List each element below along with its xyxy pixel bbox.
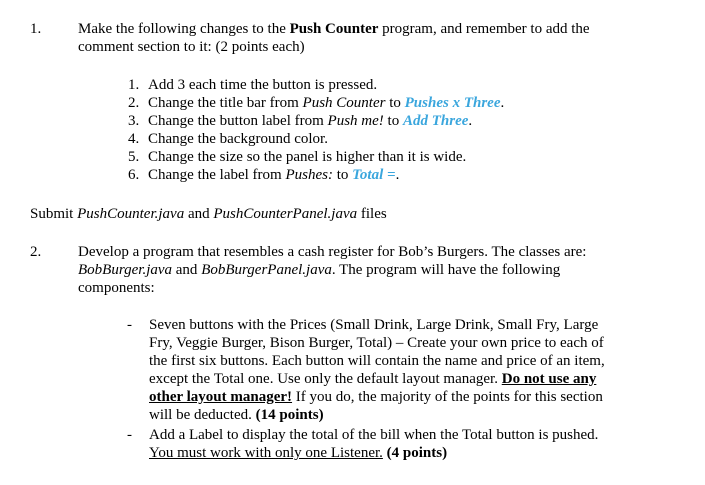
q1-intro-text-a: Make the following changes to the bbox=[78, 21, 290, 37]
bullet-1-warning-a: Do not use any bbox=[501, 371, 597, 387]
q1-item-3-text bbox=[148, 112, 472, 130]
q1-item-5-num: 5. bbox=[128, 149, 140, 165]
q1-item-5-text: Change the size so the panel is higher than it is wide. bbox=[148, 149, 467, 165]
q1-item-2-pre: Change the title bar from bbox=[148, 95, 303, 111]
q1-item-6-ital: Pushes: bbox=[285, 167, 333, 183]
bullet-1 bbox=[149, 316, 605, 424]
bullet-2 bbox=[149, 426, 598, 462]
submit-file-2: PushCounterPanel.java bbox=[213, 206, 358, 222]
q1-item-4-num: 4. bbox=[128, 131, 140, 147]
q1-intro-line1 bbox=[78, 20, 590, 38]
q1-item-1-text: Add 3 each time the button is pressed. bbox=[148, 77, 378, 93]
q1-item-4-text: Change the background color. bbox=[148, 131, 328, 147]
q1-item-3-post: . bbox=[468, 113, 473, 129]
q1-item-1 bbox=[128, 76, 378, 94]
q1-item-5 bbox=[128, 148, 467, 166]
q1-item-4 bbox=[128, 130, 328, 148]
q2-and: and bbox=[172, 262, 202, 278]
bullet-1-warning-b: other layout manager! bbox=[149, 389, 293, 405]
bullet-1-line2: Fry, Veggie Burger, Bison Burger, Total) – Create your own price to each of bbox=[149, 335, 604, 351]
q1-intro-line2: comment section to it: (2 points each) bbox=[78, 39, 305, 55]
q1-item-6-post: . bbox=[395, 167, 400, 183]
bullet-1-line5 bbox=[149, 388, 605, 406]
bullet-1-points: (14 points) bbox=[255, 407, 324, 423]
q1-item-2 bbox=[128, 94, 505, 112]
bullet-1-line1: Seven buttons with the Prices (Small Drink, Large Drink, Small Fry, Large bbox=[149, 317, 599, 333]
q1-item-2-ital: Push Counter bbox=[302, 95, 386, 111]
q2-number: 2. bbox=[30, 244, 42, 260]
bullet-2-listener-note: You must work with only one Listener. bbox=[149, 445, 383, 461]
q1-item-2-num: 2. bbox=[128, 95, 140, 111]
q1-item-2-blue: Pushes x Three bbox=[404, 95, 501, 111]
q1-item-3-mid: to bbox=[383, 113, 403, 129]
q1-item-1-num: 1. bbox=[128, 77, 140, 93]
q1-intro bbox=[78, 20, 590, 56]
q1-intro-text-b: program, and remember to add the bbox=[378, 21, 590, 37]
submit-pre: Submit bbox=[30, 206, 78, 222]
q2-intro-line1: Develop a program that resembles a cash register for Bob’s Burgers. The classes are: bbox=[78, 244, 587, 260]
bullet-2-line1: Add a Label to display the total of the bill when the Total button is pushed. bbox=[149, 427, 599, 443]
bullet-1-line6 bbox=[149, 406, 605, 424]
q1-program-name: Push Counter bbox=[289, 21, 379, 37]
bullet-1-line6-pre: will be deducted. bbox=[149, 407, 256, 423]
q1-item-3-pre: Change the button label from bbox=[148, 113, 328, 129]
q1-submit-line bbox=[30, 205, 387, 223]
q1-item-6-num: 6. bbox=[128, 167, 140, 183]
q1-item-3 bbox=[128, 112, 473, 130]
submit-file-1: PushCounter.java bbox=[77, 206, 185, 222]
q2-intro-line3: components: bbox=[78, 280, 155, 296]
q1-item-6 bbox=[128, 166, 400, 184]
q2-file-1: BobBurger.java bbox=[78, 262, 173, 278]
q1-item-3-num: 3. bbox=[128, 113, 140, 129]
q2-intro-line2 bbox=[78, 261, 586, 279]
q1-item-2-post: . bbox=[500, 95, 505, 111]
submit-and: and bbox=[184, 206, 214, 222]
q1-item-3-blue: Add Three bbox=[402, 113, 469, 129]
bullet-1-line5-post: If you do, the majority of the points for this section bbox=[292, 389, 603, 405]
bullet-1-line3: the first six buttons. Each button will contain the name and price of an item, bbox=[149, 353, 605, 369]
bullet-2-line2 bbox=[149, 444, 598, 462]
bullet-1-line4 bbox=[149, 370, 605, 388]
bullet-2-dash: - bbox=[127, 427, 132, 443]
q1-item-6-blue: Total = bbox=[352, 167, 396, 183]
q1-item-6-pre: Change the label from bbox=[148, 167, 286, 183]
q1-item-2-text bbox=[148, 94, 504, 112]
q1-item-2-mid: to bbox=[385, 95, 405, 111]
bullet-1-line4-pre: except the Total one. Use only the default layout manager. bbox=[149, 371, 502, 387]
bullet-1-dash: - bbox=[127, 317, 132, 333]
q2-line2-post: . The program will have the following bbox=[331, 262, 561, 278]
q1-item-3-ital: Push me! bbox=[327, 113, 384, 129]
q1-item-6-text bbox=[148, 166, 399, 184]
bullet-2-points: (4 points) bbox=[386, 445, 448, 461]
q2-intro bbox=[78, 243, 586, 297]
q1-item-6-mid: to bbox=[332, 167, 353, 183]
submit-post: files bbox=[357, 206, 387, 222]
q2-file-2: BobBurgerPanel.java bbox=[201, 262, 332, 278]
q1-number: 1. bbox=[30, 21, 42, 37]
